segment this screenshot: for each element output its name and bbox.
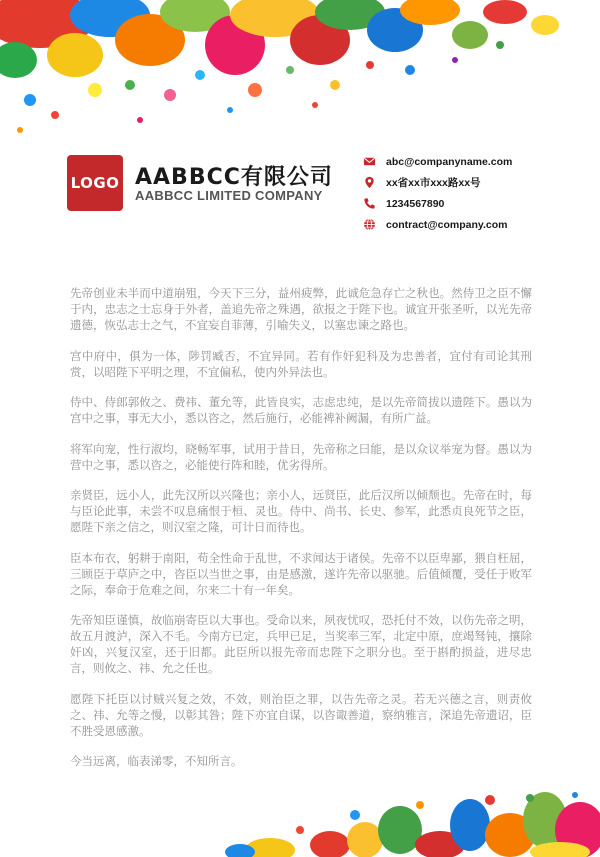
paint-splash-top [0, 0, 600, 150]
contact-phone-row [363, 193, 512, 214]
contact-address-row [363, 172, 512, 193]
logo-text: LOGO [70, 174, 120, 192]
body-paragraph: 臣本布衣，躬耕于南阳，苟全性命于乱世，不求闻达于诸侯。先帝不以臣卑鄙，猥自枉屈，三顾臣于草庐之中，咨臣以当世之事，由是感激，遂许先帝以驱驰。后值倾覆，受任于败军之际，奉命于危难之间，尔来二十有一年矣。 [70, 550, 532, 597]
contact-block [363, 151, 512, 235]
body-paragraph: 宫中府中，俱为一体，陟罚臧否，不宜异同。若有作奸犯科及为忠善者，宜付有司论其刑赏，以昭陛下平明之理，不宜偏私，使内外异法也。 [70, 348, 532, 379]
body-paragraph: 愿陛下托臣以讨贼兴复之效，不效，则治臣之罪，以告先帝之灵。若无兴德之言，则责攸之、祎、允等之慢，以彰其咎；陛下亦宜自谋，以咨诹善道，察纳雅言，深追先帝遗诏，臣不胜受恩感激。 [70, 691, 532, 738]
contact-email[interactable]: abc@companyname.com [386, 155, 513, 168]
body-paragraph: 今当远离，临表涕零，不知所言。 [70, 754, 243, 768]
company-name-cn: AABBCC有限公司 [135, 165, 333, 190]
body-paragraph: 先帝知臣谨慎，故临崩寄臣以大事也。受命以来，夙夜忧叹，恐托付不效，以伤先帝之明，故五月渡泸，深入不毛。今南方已定，兵甲已足，当奖率三军，北定中原，庶竭驽钝，攘除奸凶，兴复汉室，还于旧都。此臣所以报先帝而忠陛下之职分也。至于斟酌损益，进尽忠言，则攸之、祎、允之任也。 [70, 613, 532, 675]
globe-icon [363, 218, 376, 231]
contact-website-row [363, 214, 512, 235]
mail-icon [363, 155, 376, 168]
contact-email-row [363, 151, 512, 172]
body-paragraph: 侍中、侍郎郭攸之、费祎、董允等，此皆良实，志虑忠纯，是以先帝简拔以遗陛下。愚以为宫中之事，事无大小，悉以咨之，然后施行，必能裨补阙漏，有所广益。 [70, 395, 532, 425]
body-paragraph: 先帝创业未半而中道崩殂，今天下三分，益州疲弊，此诚危急存亡之秋也。然侍卫之臣不懈于内，忠志之士忘身于外者，盖追先帝之殊遇，欲报之于陛下也。诚宜开张圣听，以光先帝遗德，恢弘志士之气，不宜妄自菲薄，引喻失义，以塞忠谏之路也。 [70, 286, 532, 332]
contact-phone[interactable]: 1234567890 [386, 197, 445, 210]
body-paragraph: 亲贤臣，远小人，此先汉所以兴隆也；亲小人，远贤臣，此后汉所以倾颓也。先帝在时，每与臣论此事，未尝不叹息痛恨于桓、灵也。侍中、尚书、长史、参军，此悉贞良死节之臣，愿陛下亲之信之，则汉室之隆，可计日而待也。 [70, 488, 532, 534]
letter-body [70, 285, 532, 784]
contact-address: xx省xx市xxx路xx号 [386, 177, 481, 189]
company-name-en: AABBCC LIMITED COMPANY [135, 188, 323, 203]
phone-icon [363, 197, 376, 210]
company-logo [67, 155, 123, 211]
location-pin-icon [363, 176, 376, 189]
body-paragraph: 将军向宠，性行淑均，晓畅军事，试用于昔日，先帝称之曰能，是以众议举宠为督。愚以为营中之事，悉以咨之，必能使行阵和睦，优劣得所。 [70, 441, 532, 472]
paint-splash-bottom [0, 790, 600, 857]
contact-contract-email[interactable]: contract@company.com [386, 218, 508, 231]
